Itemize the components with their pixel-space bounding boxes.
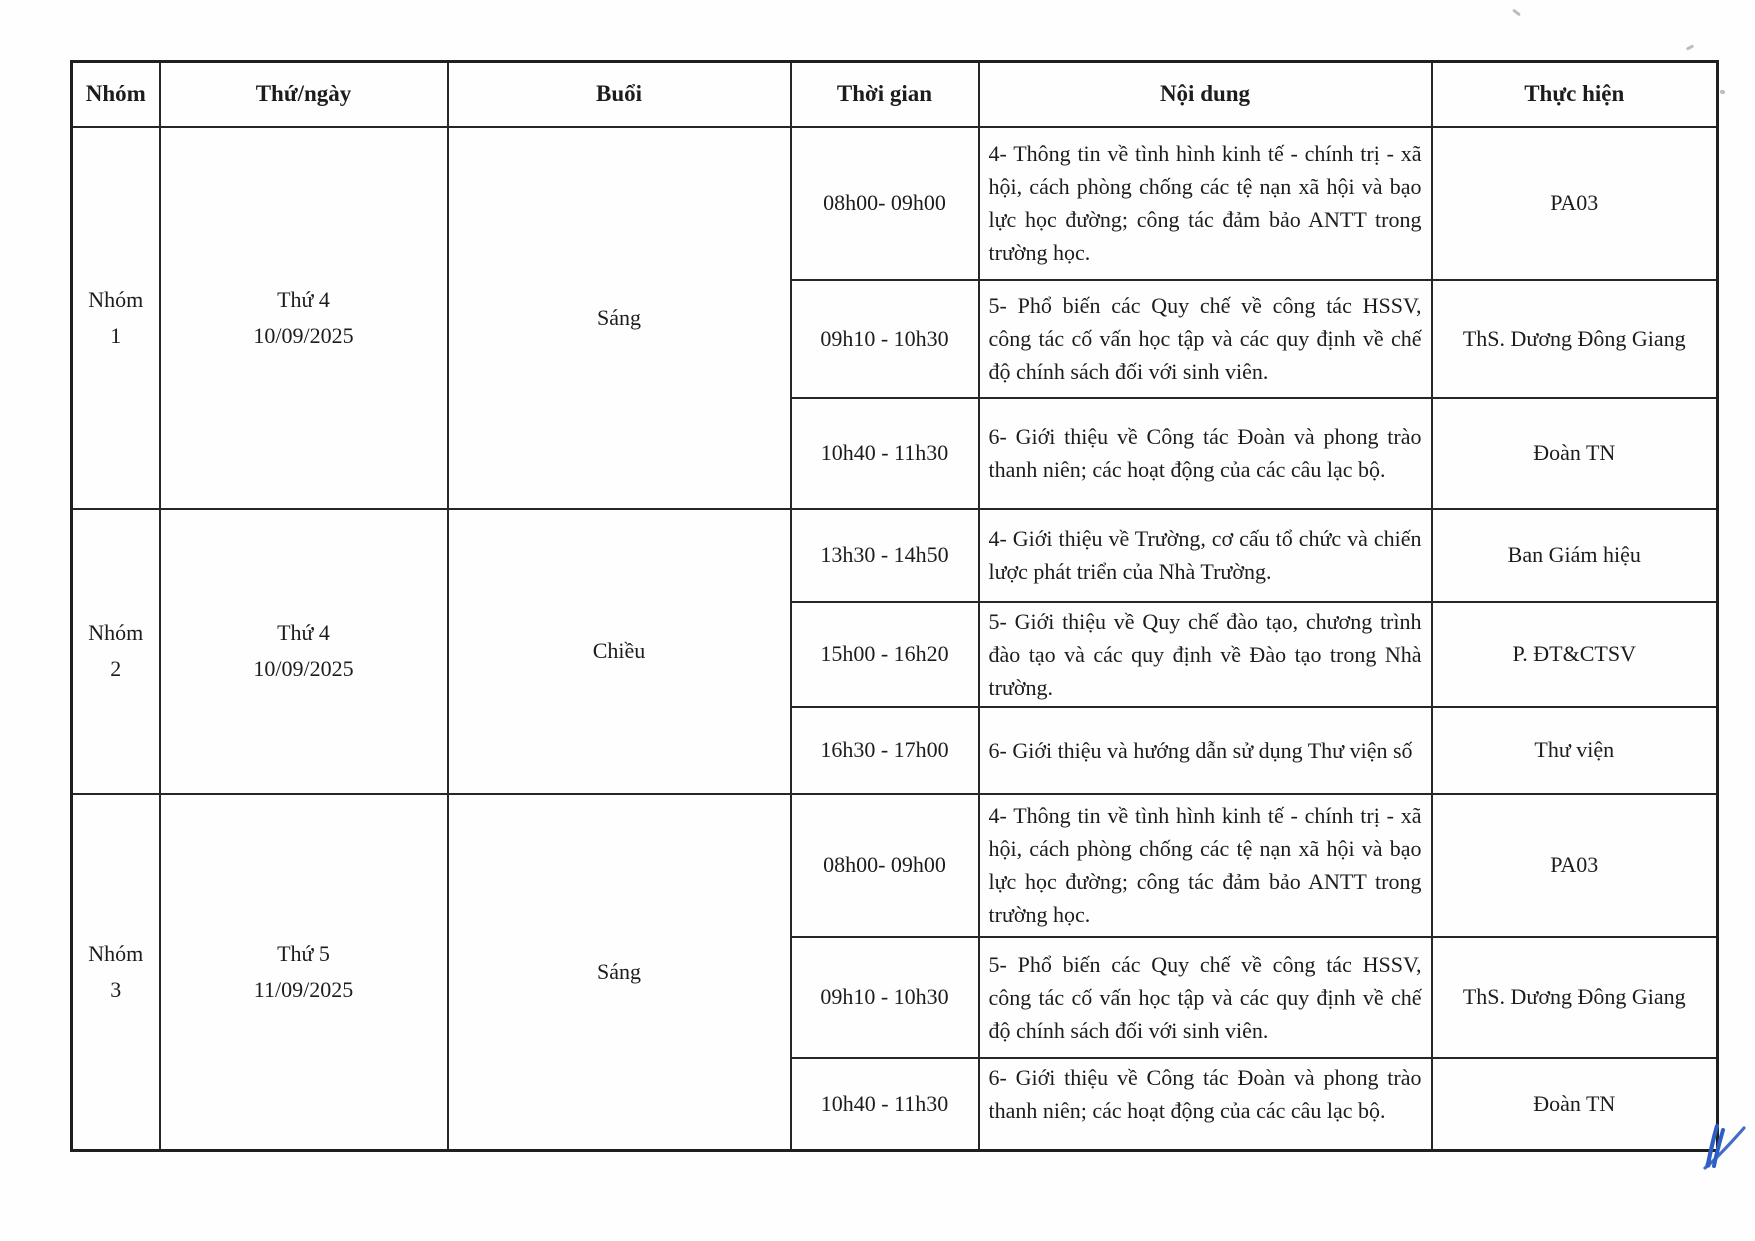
col-header-thoi-gian: Thời gian [791,62,979,127]
content-cell: 5- Phổ biến các Quy chế về công tác HSSV, công tác cố vấn học tập và các quy định về chế độ chính sách đối với sinh viên. [979,280,1432,398]
group-label: Nhóm [88,620,144,645]
scan-speckle [1686,44,1694,50]
col-header-buoi: Buổi [448,62,791,127]
content-cell: 4- Thông tin về tình hình kinh tế - chính trị - xã hội, cách phòng chống các tệ nạn xã hội và bạo lực học đường; công tác đảm bảo ANTT trong trường học. [979,794,1432,937]
time-cell: 08h00- 09h00 [791,127,979,280]
time-cell: 13h30 - 14h50 [791,509,979,602]
executor-cell: Đoàn TN [1432,398,1718,509]
group-number: 3 [110,976,122,1002]
table-row [72,794,1718,937]
scan-speckle [1720,89,1726,94]
time-cell: 09h10 - 10h30 [791,937,979,1058]
table-row [72,509,1718,602]
executor-cell: PA03 [1432,127,1718,280]
col-header-nhom: Nhóm [72,62,160,127]
group-1-name-cell [72,127,160,509]
group-1-session-cell: Sáng [448,127,791,509]
group-2-name-cell [72,509,160,794]
group-number: 1 [110,322,122,348]
day-label: Thứ 4 [277,286,330,312]
clipped-content: 6- Giới thiệu về Công tác Đoàn và phong trào thanh niên; các hoạt động của các câu lạc bộ. [988,1064,1422,1123]
group-3-session-cell: Sáng [448,794,791,1151]
col-header-noi-dung: Nội dung [979,62,1432,127]
day-label: Thứ 5 [277,940,330,966]
executor-cell: ThS. Dương Đông Giang [1432,280,1718,398]
schedule-table [70,60,1719,1152]
group-3-name-cell [72,794,160,1151]
time-cell: 16h30 - 17h00 [791,707,979,794]
executor-cell: Ban Giám hiệu [1432,509,1718,602]
date-label: 10/09/2025 [253,322,354,348]
executor-cell: PA03 [1432,794,1718,937]
time-cell: 09h10 - 10h30 [791,280,979,398]
content-cell: 4- Thông tin về tình hình kinh tế - chính trị - xã hội, cách phòng chống các tệ nạn xã hội và bạo lực học đường; công tác đảm bảo ANTT trong trường học. [979,127,1432,280]
handwritten-pen-mark-icon [1698,1118,1754,1174]
header-row [72,62,1718,127]
content-cell: 6- Giới thiệu và hướng dẫn sử dụng Thư viện số [979,707,1432,794]
executor-cell: ThS. Dương Đông Giang [1432,937,1718,1058]
executor-cell: Đoàn TN [1432,1058,1718,1151]
content-cell: 5- Giới thiệu về Quy chế đào tạo, chương trình đào tạo và các quy định về Đào tạo trong Nhà trường. [979,602,1432,707]
content-cell: 5- Phổ biến các Quy chế về công tác HSSV, công tác cố vấn học tập và các quy định về chế độ chính sách đối với sinh viên. [979,937,1432,1058]
content-cell: 6- Giới thiệu về Công tác Đoàn và phong trào thanh niên; các hoạt động của các câu lạc bộ. [979,398,1432,509]
content-cell: 4- Giới thiệu về Trường, cơ cấu tổ chức và chiến lược phát triển của Nhà Trường. [979,509,1432,602]
day-label: Thứ 4 [277,620,330,645]
group-label: Nhóm [88,940,144,966]
group-3-day-cell [160,794,448,1151]
time-cell: 10h40 - 11h30 [791,398,979,509]
group-2-session-cell: Chiều [448,509,791,794]
content-cell [979,1058,1432,1151]
scan-speckle [1512,9,1521,17]
group-label: Nhóm [88,286,144,312]
date-label: 10/09/2025 [253,656,354,681]
group-2-day-cell [160,509,448,794]
group-number: 2 [110,656,122,681]
date-label: 11/09/2025 [253,976,354,1002]
col-header-thuc-hien: Thực hiện [1432,62,1718,127]
group-1-day-cell [160,127,448,509]
executor-cell: Thư viện [1432,707,1718,794]
time-cell: 15h00 - 16h20 [791,602,979,707]
col-header-thu-ngay: Thứ/ngày [160,62,448,127]
table-row [72,127,1718,280]
time-cell: 10h40 - 11h30 [791,1058,979,1151]
time-cell: 08h00- 09h00 [791,794,979,937]
executor-cell: P. ĐT&CTSV [1432,602,1718,707]
